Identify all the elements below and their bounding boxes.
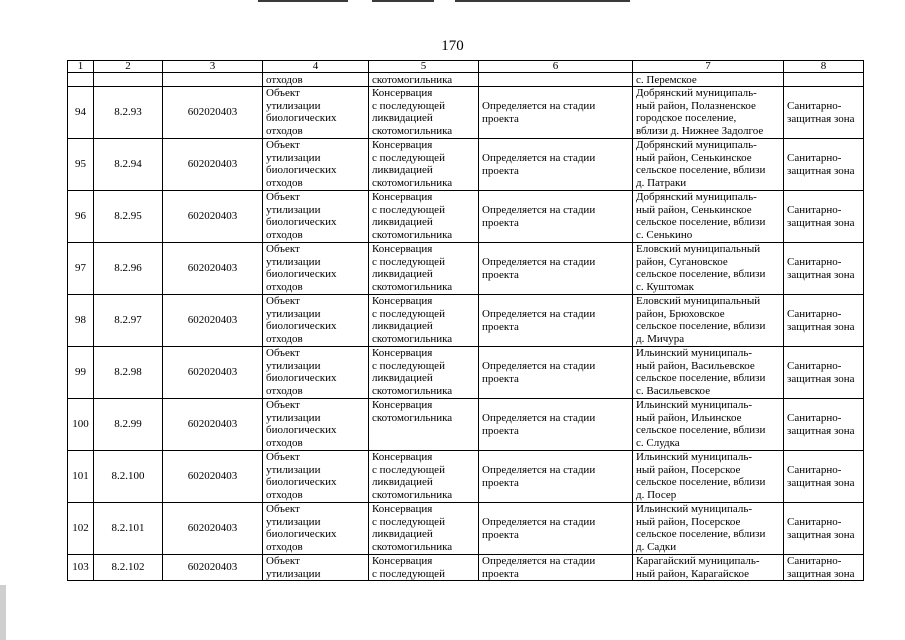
cell-line: защитная зона [787, 164, 855, 177]
cell-line: проекта [482, 372, 519, 385]
cell-line: д. Садки [636, 540, 677, 553]
cell-line: проекта [482, 567, 519, 580]
cell-stage [479, 191, 633, 243]
column-number: 8 [784, 61, 864, 73]
cell-line: Определяется на стадии [482, 555, 596, 567]
cell-line: проекта [482, 528, 519, 541]
cell-zone [784, 139, 864, 191]
cell-line: утилизации [266, 359, 321, 372]
cell-stage [479, 503, 633, 555]
cell-num: 100 [68, 399, 94, 451]
cell-zone [784, 451, 864, 503]
cell-line: сельское поселение, вблизи [636, 476, 766, 489]
cell-line: отходов [266, 332, 303, 345]
cell-line: Объект [266, 243, 300, 255]
cell-line: Консервация [372, 87, 433, 99]
cell-measure [369, 451, 479, 503]
cell-oktmo: 602020403 [163, 139, 263, 191]
cell-zone [784, 295, 864, 347]
cell-line: Объект [266, 555, 300, 567]
cell-line: защитная зона [787, 112, 855, 125]
cell-line: проекта [482, 216, 519, 229]
cell-line: Объект [266, 87, 300, 99]
cell-line: вблизи д. Нижнее Задолгое [636, 124, 764, 137]
cell-line: с последующей [372, 515, 445, 528]
cell-line: биологических [266, 216, 337, 229]
cell-line: с последующей [372, 99, 445, 112]
cell-object-name [263, 555, 369, 581]
cell-oktmo: 602020403 [163, 451, 263, 503]
cell-object-name [263, 243, 369, 295]
cell-line: с. Васильевское [636, 384, 711, 397]
scan-artifact-line [258, 0, 348, 2]
cell-line: Санитарно- [787, 359, 842, 372]
table-row [68, 503, 864, 555]
cell-zone [784, 399, 864, 451]
cell-location [633, 295, 784, 347]
cell-num: 101 [68, 451, 94, 503]
cell-line: ный район, Полазненское [636, 99, 756, 112]
cell-line: Определяется на стадии [482, 255, 596, 268]
cell-line: с последующей [372, 151, 445, 164]
cell-oktmo [163, 73, 263, 87]
scan-artifact-line [455, 0, 630, 2]
cell-object-name [263, 139, 369, 191]
cell-line: сельское поселение, вблизи [636, 372, 766, 385]
cell-line: скотомогильника [372, 280, 453, 293]
cell-line: Объект [266, 451, 300, 463]
cell-line: биологических [266, 112, 337, 125]
cell-line: Определяется на стадии [482, 99, 596, 112]
cell-stage [479, 399, 633, 451]
cell-line: Консервация [372, 555, 433, 567]
table-row [68, 87, 864, 139]
cell-line: с. Куштомак [636, 280, 694, 293]
cell-oktmo: 602020403 [163, 399, 263, 451]
column-number: 5 [369, 61, 479, 73]
cell-zone [784, 87, 864, 139]
cell-line: утилизации [266, 151, 321, 164]
cell-line: Ильинский муниципаль- [636, 451, 753, 463]
cell-line: городское поселение, [636, 112, 737, 125]
cell-line: Санитарно- [787, 151, 842, 164]
cell-line: утилизации [266, 411, 321, 424]
cell-line: Санитарно- [787, 255, 842, 268]
cell-zone [784, 191, 864, 243]
cell-line: биологических [266, 424, 337, 437]
cell-line: отходов [266, 176, 303, 189]
cell-line: скотомогильника [372, 332, 453, 345]
cell-line: сельское поселение, вблизи [636, 268, 766, 281]
cell-line: Объект [266, 399, 300, 411]
cell-location [633, 451, 784, 503]
table-row [68, 347, 864, 399]
cell-line: защитная зона [787, 528, 855, 541]
cell-line: Определяется на стадии [482, 359, 596, 372]
cell-object-name [263, 451, 369, 503]
cell-num: 97 [68, 243, 94, 295]
cell-line: ликвидацией [372, 112, 433, 125]
cell-line: отходов [266, 384, 303, 397]
cell-line: д. Патраки [636, 176, 687, 189]
cell-line: утилизации [266, 99, 321, 112]
cell-zone [784, 555, 864, 581]
cell-line: Объект [266, 139, 300, 151]
cell-stage [479, 451, 633, 503]
cell-line: Добрянский муниципаль- [636, 87, 757, 99]
cell-line: защитная зона [787, 476, 855, 489]
table-row [68, 139, 864, 191]
cell-measure [369, 87, 479, 139]
cell-location [633, 243, 784, 295]
cell-line: с последующей [372, 463, 445, 476]
cell-line: утилизации [266, 203, 321, 216]
cell-line: Ильинский муниципаль- [636, 503, 753, 515]
cell-line: Определяется на стадии [482, 151, 596, 164]
cell-num: 99 [68, 347, 94, 399]
cell-line: ный район, Ильинское [636, 411, 742, 424]
cell-line: с последующей [372, 203, 445, 216]
cell-line: отходов [266, 540, 303, 553]
cell-line: Консервация [372, 295, 433, 307]
cell-line: Ильинский муниципаль- [636, 399, 753, 411]
cell-location [633, 139, 784, 191]
cell-measure [369, 295, 479, 347]
cell-line: защитная зона [787, 268, 855, 281]
table-row [68, 399, 864, 451]
cell-line: проекта [482, 476, 519, 489]
cell-line: Санитарно- [787, 411, 842, 424]
cell-line: ликвидацией [372, 216, 433, 229]
cell-code: 8.2.93 [94, 87, 163, 139]
cell-line: с последующей [372, 567, 445, 580]
cell-measure: скотомогильника [369, 73, 479, 87]
cell-num: 98 [68, 295, 94, 347]
cell-object-name [263, 399, 369, 451]
cell-line: Добрянский муниципаль- [636, 191, 757, 203]
cell-line: Санитарно- [787, 203, 842, 216]
cell-line: отходов [266, 280, 303, 293]
cell-code: 8.2.98 [94, 347, 163, 399]
cell-line: Консервация [372, 243, 433, 255]
cell-line: сельское поселение, вблизи [636, 164, 766, 177]
cell-line: ликвидацией [372, 528, 433, 541]
cell-code: 8.2.102 [94, 555, 163, 581]
cell-line: проекта [482, 320, 519, 333]
table-row [68, 191, 864, 243]
table-row [68, 451, 864, 503]
cell-line: Консервация [372, 191, 433, 203]
cell-line: д. Мичура [636, 332, 685, 345]
cell-line: скотомогильника [372, 411, 453, 424]
cell-num: 102 [68, 503, 94, 555]
cell-line: район, Брюховское [636, 307, 725, 320]
continuation-row [68, 73, 864, 87]
cell-stage [479, 73, 633, 87]
cell-line: биологических [266, 476, 337, 489]
cell-zone [784, 73, 864, 87]
cell-location [633, 191, 784, 243]
cell-line: Консервация [372, 139, 433, 151]
cell-stage [479, 555, 633, 581]
cell-measure [369, 243, 479, 295]
cell-code: 8.2.94 [94, 139, 163, 191]
cell-line: ликвидацией [372, 476, 433, 489]
cell-num: 96 [68, 191, 94, 243]
cell-line: утилизации [266, 463, 321, 476]
cell-line: отходов [266, 228, 303, 241]
cell-line: проекта [482, 164, 519, 177]
cell-line: ликвидацией [372, 320, 433, 333]
cell-line: утилизации [266, 255, 321, 268]
cell-line: Санитарно- [787, 555, 842, 567]
cell-location [633, 503, 784, 555]
cell-stage [479, 347, 633, 399]
cell-location [633, 87, 784, 139]
column-number: 3 [163, 61, 263, 73]
cell-line: сельское поселение, вблизи [636, 216, 766, 229]
cell-code: 8.2.99 [94, 399, 163, 451]
cell-line: ный район, Карагайское [636, 567, 749, 580]
cell-object-name [263, 295, 369, 347]
cell-line: ный район, Посерское [636, 515, 741, 528]
cell-line: Санитарно- [787, 307, 842, 320]
cell-line: Объект [266, 347, 300, 359]
cell-line: Еловский муниципальный [636, 243, 761, 255]
cell-line: сельское поселение, вблизи [636, 320, 766, 333]
cell-line: Добрянский муниципаль- [636, 139, 757, 151]
cell-line: отходов [266, 436, 303, 449]
cell-object-name [263, 503, 369, 555]
cell-line: Ильинский муниципаль- [636, 347, 753, 359]
table-row [68, 295, 864, 347]
cell-line: биологических [266, 320, 337, 333]
cell-line: Консервация [372, 399, 433, 411]
cell-line: ный район, Сенькинское [636, 203, 752, 216]
cell-measure [369, 399, 479, 451]
cell-line: защитная зона [787, 372, 855, 385]
objects-table [67, 60, 864, 581]
cell-line: Объект [266, 503, 300, 515]
cell-zone [784, 243, 864, 295]
cell-object-name [263, 347, 369, 399]
cell-line: с последующей [372, 255, 445, 268]
cell-line: Определяется на стадии [482, 411, 596, 424]
cell-line: защитная зона [787, 567, 855, 580]
cell-zone [784, 347, 864, 399]
cell-line: скотомогильника [372, 176, 453, 189]
cell-oktmo: 602020403 [163, 555, 263, 581]
cell-code: 8.2.97 [94, 295, 163, 347]
cell-line: проекта [482, 424, 519, 437]
cell-line: скотомогильника [372, 488, 453, 501]
cell-measure [369, 191, 479, 243]
column-number: 6 [479, 61, 633, 73]
cell-oktmo: 602020403 [163, 503, 263, 555]
cell-location [633, 347, 784, 399]
cell-measure [369, 139, 479, 191]
cell-line: Объект [266, 191, 300, 203]
cell-line: биологических [266, 164, 337, 177]
cell-line: защитная зона [787, 216, 855, 229]
cell-line: Определяется на стадии [482, 463, 596, 476]
cell-oktmo: 602020403 [163, 347, 263, 399]
cell-line: Еловский муниципальный [636, 295, 761, 307]
cell-num: 95 [68, 139, 94, 191]
table-row [68, 243, 864, 295]
cell-measure [369, 347, 479, 399]
cell-num: 94 [68, 87, 94, 139]
cell-line: ликвидацией [372, 268, 433, 281]
cell-line: защитная зона [787, 424, 855, 437]
cell-object-name: отходов [263, 73, 369, 87]
cell-line: Санитарно- [787, 515, 842, 528]
cell-code [94, 73, 163, 87]
cell-line: ный район, Сенькинское [636, 151, 752, 164]
cell-stage [479, 139, 633, 191]
cell-num: 103 [68, 555, 94, 581]
cell-line: с последующей [372, 307, 445, 320]
cell-location [633, 555, 784, 581]
cell-object-name [263, 191, 369, 243]
cell-location [633, 399, 784, 451]
cell-line: с. Сенькино [636, 228, 693, 241]
cell-line: отходов [266, 488, 303, 501]
cell-line: утилизации [266, 515, 321, 528]
cell-line: сельское поселение, вблизи [636, 424, 766, 437]
column-number-row [68, 61, 864, 73]
scan-artifact-line [372, 0, 434, 2]
cell-line: скотомогильника [372, 124, 453, 137]
cell-line: Консервация [372, 451, 433, 463]
cell-code: 8.2.101 [94, 503, 163, 555]
cell-line: скотомогильника [372, 384, 453, 397]
scan-edge-shadow [0, 585, 6, 640]
cell-line: сельское поселение, вблизи [636, 528, 766, 541]
cell-line: защитная зона [787, 320, 855, 333]
cell-line: биологических [266, 268, 337, 281]
cell-code: 8.2.100 [94, 451, 163, 503]
cell-line: утилизации [266, 567, 321, 580]
cell-code: 8.2.96 [94, 243, 163, 295]
cell-line: ликвидацией [372, 164, 433, 177]
cell-line: отходов [266, 124, 303, 137]
cell-stage [479, 295, 633, 347]
cell-line: утилизации [266, 307, 321, 320]
column-number: 4 [263, 61, 369, 73]
cell-stage [479, 243, 633, 295]
cell-line: ликвидацией [372, 372, 433, 385]
cell-line: биологических [266, 372, 337, 385]
cell-line: ный район, Васильевское [636, 359, 755, 372]
cell-zone [784, 503, 864, 555]
cell-line: Определяется на стадии [482, 203, 596, 216]
cell-line: проекта [482, 112, 519, 125]
cell-line: район, Сугановское [636, 255, 728, 268]
page-number: 170 [441, 38, 464, 54]
cell-line: Карагайский муниципаль- [636, 555, 760, 567]
cell-line: проекта [482, 268, 519, 281]
cell-line: Санитарно- [787, 99, 842, 112]
cell-code: 8.2.95 [94, 191, 163, 243]
cell-oktmo: 602020403 [163, 87, 263, 139]
cell-line: с. Слудка [636, 436, 680, 449]
cell-line: биологических [266, 528, 337, 541]
cell-line: д. Посер [636, 488, 677, 501]
cell-line: скотомогильника [372, 540, 453, 553]
cell-line: скотомогильника [372, 228, 453, 241]
cell-line: Санитарно- [787, 463, 842, 476]
cell-oktmo: 602020403 [163, 243, 263, 295]
cell-line: Определяется на стадии [482, 307, 596, 320]
cell-line: Объект [266, 295, 300, 307]
cell-oktmo: 602020403 [163, 191, 263, 243]
cell-object-name [263, 87, 369, 139]
column-number: 7 [633, 61, 784, 73]
cell-oktmo: 602020403 [163, 295, 263, 347]
cell-location: с. Перемское [633, 73, 784, 87]
cell-measure [369, 503, 479, 555]
column-number: 1 [68, 61, 94, 73]
cell-measure [369, 555, 479, 581]
cell-num [68, 73, 94, 87]
column-number: 2 [94, 61, 163, 73]
cell-stage [479, 87, 633, 139]
cell-line: Консервация [372, 347, 433, 359]
cell-line: с последующей [372, 359, 445, 372]
cell-line: ный район, Посерское [636, 463, 741, 476]
cell-line: Определяется на стадии [482, 515, 596, 528]
table-row [68, 555, 864, 581]
cell-line: Консервация [372, 503, 433, 515]
